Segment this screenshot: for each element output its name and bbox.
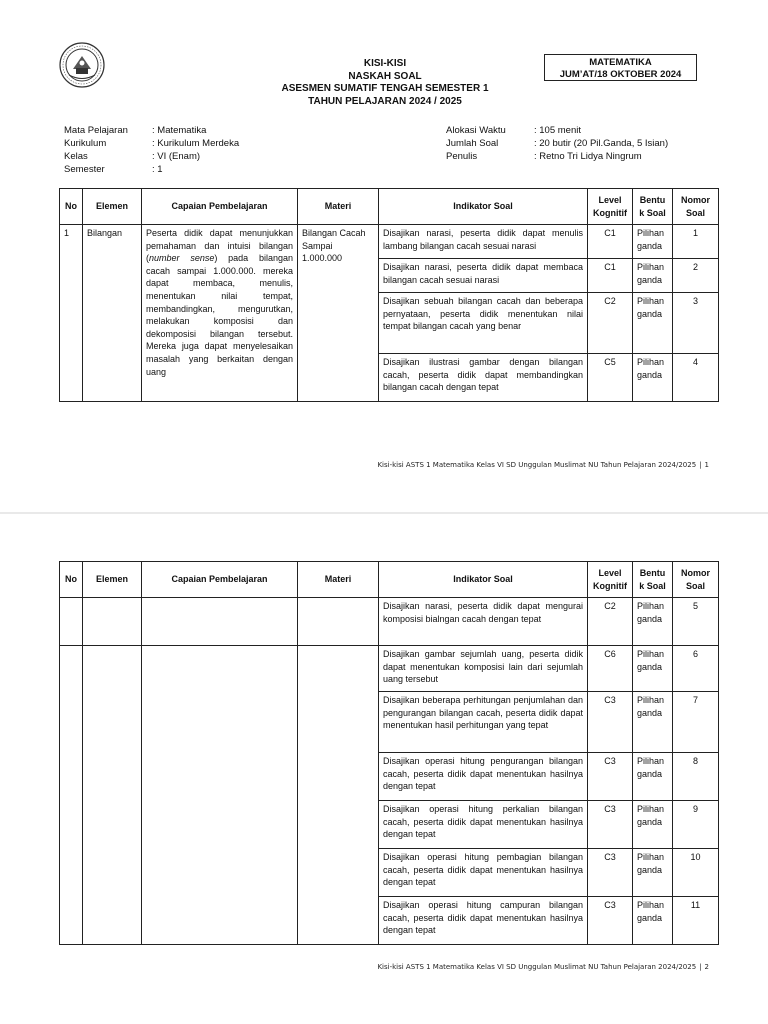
cell-indikator: Disajikan operasi hitung perkalian bilangan cacah, peserta didik dapat menentukan hasilnya dengan tepat xyxy=(379,801,588,849)
cell-capaian-empty xyxy=(142,646,298,945)
header-no: No xyxy=(60,189,83,225)
cell-materi-empty xyxy=(298,598,379,646)
info-label: Jumlah Soal xyxy=(446,138,499,149)
cell-no: 1 xyxy=(60,225,83,402)
info-value: : Retno Tri Lidya Ningrum xyxy=(534,151,642,162)
cell-elemen-empty xyxy=(83,646,142,945)
table-row xyxy=(60,646,719,692)
cell-nomor: 3 xyxy=(673,293,719,354)
cell-indikator: Disajikan ilustrasi gambar dengan bilangan cacah, peserta didik dapat membandingkan bilangan cacah dengan tepat xyxy=(379,354,588,402)
cell-level: C3 xyxy=(588,692,633,753)
header-level-line-2: Kognitif xyxy=(593,580,627,591)
cell-nomor: 10 xyxy=(673,849,719,897)
cell-level: C2 xyxy=(588,293,633,354)
page-footer xyxy=(377,461,709,469)
subject-name: MATEMATIKA xyxy=(589,57,652,68)
info-value: : VI (Enam) xyxy=(152,151,201,162)
cell-nomor: 11 xyxy=(673,897,719,945)
cell-level: C5 xyxy=(588,354,633,402)
info-row-subject xyxy=(64,124,364,137)
cell-nomor: 9 xyxy=(673,801,719,849)
header-nomor-line-1: Nomor xyxy=(681,194,710,205)
cell-level: C3 xyxy=(588,801,633,849)
header-elemen: Elemen xyxy=(83,189,142,225)
info-row-author xyxy=(446,150,746,163)
cell-indikator: Disajikan narasi, peserta didik dapat membaca bilangan cacah sesuai narasi xyxy=(379,259,588,293)
cell-nomor: 4 xyxy=(673,354,719,402)
cell-level: C3 xyxy=(588,849,633,897)
cell-nomor: 2 xyxy=(673,259,719,293)
cell-bentuk: Pilihan ganda xyxy=(633,293,673,354)
subject-date-box xyxy=(544,54,697,81)
cell-level: C2 xyxy=(588,598,633,646)
info-value: : Kurikulum Merdeka xyxy=(152,138,240,149)
table-row xyxy=(60,598,719,646)
info-label: Penulis xyxy=(446,151,478,162)
header-capaian: Capaian Pembelajaran xyxy=(142,189,298,225)
footer-separator: | xyxy=(699,461,702,469)
cell-indikator: Disajikan beberapa perhitungan penjumlahan dan pengurangan bilangan cacah, peserta didik dapat menentukan hasil perhitungan yang tepat xyxy=(379,692,588,753)
cell-materi: Bilangan Cacah Sampai 1.000.000 xyxy=(298,225,379,402)
capaian-italic-term: number sense xyxy=(149,253,215,264)
title-line-1: KISI-KISI xyxy=(363,58,407,69)
header-elemen: Elemen xyxy=(83,562,142,598)
info-value: : Matematika xyxy=(152,125,207,136)
header-bentuk xyxy=(633,189,673,225)
cell-nomor: 8 xyxy=(673,753,719,801)
cell-indikator: Disajikan operasi hitung pembagian bilangan cacah, peserta didik dapat menentukan hasilnya dengan tepat xyxy=(379,849,588,897)
cell-elemen-empty xyxy=(83,598,142,646)
cell-indikator: Disajikan narasi, peserta didik dapat menulis lambang bilangan cacah sesuai narasi xyxy=(379,225,588,259)
info-left xyxy=(64,124,364,176)
cell-indikator: Disajikan sebuah bilangan cacah dan beberapa pernyataan, peserta didik menentukan nilai tempat bilangan cacah yang benar xyxy=(379,293,588,354)
cell-indikator: Disajikan gambar sejumlah uang, peserta didik dapat menentukan komposisi lain dari sejumlah uang tersebut xyxy=(379,646,588,692)
cell-level: C1 xyxy=(588,259,633,293)
cell-nomor: 7 xyxy=(673,692,719,753)
table-row xyxy=(60,225,719,259)
cell-bentuk: Pilihan ganda xyxy=(633,598,673,646)
page-number: 2 xyxy=(704,963,709,971)
footer-text: Kisi-kisi ASTS 1 Matematika Kelas VI SD Unggulan Muslimat NU Tahun Pelajaran 2024/2025 xyxy=(377,963,697,971)
cell-materi-empty xyxy=(298,646,379,945)
header-indikator: Indikator Soal xyxy=(379,189,588,225)
cell-bentuk: Pilihan ganda xyxy=(633,801,673,849)
header-level xyxy=(588,189,633,225)
cell-level: C3 xyxy=(588,753,633,801)
info-row-time xyxy=(446,124,746,137)
info-value: : 20 butir (20 Pil.Ganda, 5 Isian) xyxy=(534,138,669,149)
header-level-line-1: Level xyxy=(598,567,622,578)
header-nomor-line-2: Soal xyxy=(685,207,705,218)
cell-indikator: Disajikan operasi hitung pengurangan bilangan cacah, peserta didik dapat menentukan hasilnya dengan tepat xyxy=(379,753,588,801)
exam-date: JUM’AT/18 OKTOBER 2024 xyxy=(559,69,682,80)
info-right xyxy=(446,124,746,163)
info-label: Semester xyxy=(64,164,105,175)
header-bentuk-line-2: k Soal xyxy=(639,207,666,218)
header-level-line-1: Level xyxy=(598,194,622,205)
cell-bentuk: Pilihan ganda xyxy=(633,646,673,692)
cell-bentuk: Pilihan ganda xyxy=(633,753,673,801)
info-value: : 105 menit xyxy=(534,125,581,136)
header-nomor-line-1: Nomor xyxy=(681,567,710,578)
header-nomor xyxy=(673,562,719,598)
info-row-question-count xyxy=(446,137,746,150)
cell-elemen: Bilangan xyxy=(83,225,142,402)
title-line-3: ASESMEN SUMATIF TENGAH SEMESTER 1 xyxy=(281,83,489,94)
page-number: 1 xyxy=(704,461,709,469)
info-label: Kurikulum xyxy=(64,138,107,149)
school-logo-icon xyxy=(59,42,105,88)
kisi-kisi-table-page-1 xyxy=(59,188,719,402)
info-row-semester xyxy=(64,163,364,176)
cell-bentuk: Pilihan ganda xyxy=(633,849,673,897)
info-label: Kelas xyxy=(64,151,88,162)
document-title xyxy=(260,58,510,108)
cell-nomor: 5 xyxy=(673,598,719,646)
page-footer xyxy=(377,963,709,971)
table-header-row xyxy=(60,189,719,225)
cell-bentuk: Pilihan ganda xyxy=(633,692,673,753)
header-bentuk-line-1: Bentu xyxy=(639,194,666,205)
table-header-row xyxy=(60,562,719,598)
info-label: Alokasi Waktu xyxy=(446,125,506,136)
capaian-text-cont: ) pada bilangan cacah sampai 1.000.000. mereka dapat membaca, menulis, menentukan nilai tempat, membandingkan, mengurutkan, melakukan komposisi dan dekomposisi bilangan tersebut. Mereka juga dapat menyelesaikan masalah yang berkaitan dengan uang xyxy=(146,253,293,377)
header-bentuk xyxy=(633,562,673,598)
kisi-kisi-table-page-2 xyxy=(59,561,719,945)
cell-level: C1 xyxy=(588,225,633,259)
cell-nomor: 6 xyxy=(673,646,719,692)
footer-separator: | xyxy=(699,963,702,971)
cell-capaian-empty xyxy=(142,598,298,646)
cell-bentuk: Pilihan ganda xyxy=(633,897,673,945)
header-capaian: Capaian Pembelajaran xyxy=(142,562,298,598)
cell-bentuk: Pilihan ganda xyxy=(633,225,673,259)
capaian-text: Peserta didik dapat menunjukkan pemahaman dan intuisi bilangan ( xyxy=(146,228,293,264)
document-page-2 xyxy=(0,514,768,1024)
title-line-2: NASKAH SOAL xyxy=(348,70,422,82)
header-materi: Materi xyxy=(298,562,379,598)
header-nomor-line-2: Soal xyxy=(685,580,705,591)
cell-level: C3 xyxy=(588,897,633,945)
info-label: Mata Pelajaran xyxy=(64,125,128,136)
cell-capaian xyxy=(142,225,298,402)
title-line-4: TAHUN PELAJARAN 2024 / 2025 xyxy=(308,95,462,107)
cell-indikator: Disajikan narasi, peserta didik dapat mengurai komposisi bialngan cacah dengan tepat xyxy=(379,598,588,646)
info-row-class xyxy=(64,150,364,163)
cell-no-empty xyxy=(60,598,83,646)
cell-indikator: Disajikan operasi hitung campuran bilangan cacah, peserta didik dapat menentukan hasilnya dengan tepat xyxy=(379,897,588,945)
header-materi: Materi xyxy=(298,189,379,225)
header-bentuk-line-1: Bentu xyxy=(639,567,666,578)
header-no: No xyxy=(60,562,83,598)
header-indikator: Indikator Soal xyxy=(379,562,588,598)
info-row-curriculum xyxy=(64,137,364,150)
header-nomor xyxy=(673,189,719,225)
header-level-line-2: Kognitif xyxy=(593,207,627,218)
header-level xyxy=(588,562,633,598)
footer-text: Kisi-kisi ASTS 1 Matematika Kelas VI SD Unggulan Muslimat NU Tahun Pelajaran 2024/2025 xyxy=(377,461,697,469)
cell-nomor: 1 xyxy=(673,225,719,259)
cell-level: C6 xyxy=(588,646,633,692)
cell-bentuk: Pilihan ganda xyxy=(633,354,673,402)
header-bentuk-line-2: k Soal xyxy=(639,580,666,591)
cell-bentuk: Pilihan ganda xyxy=(633,259,673,293)
info-value: : 1 xyxy=(152,164,163,175)
cell-no-empty xyxy=(60,646,83,945)
